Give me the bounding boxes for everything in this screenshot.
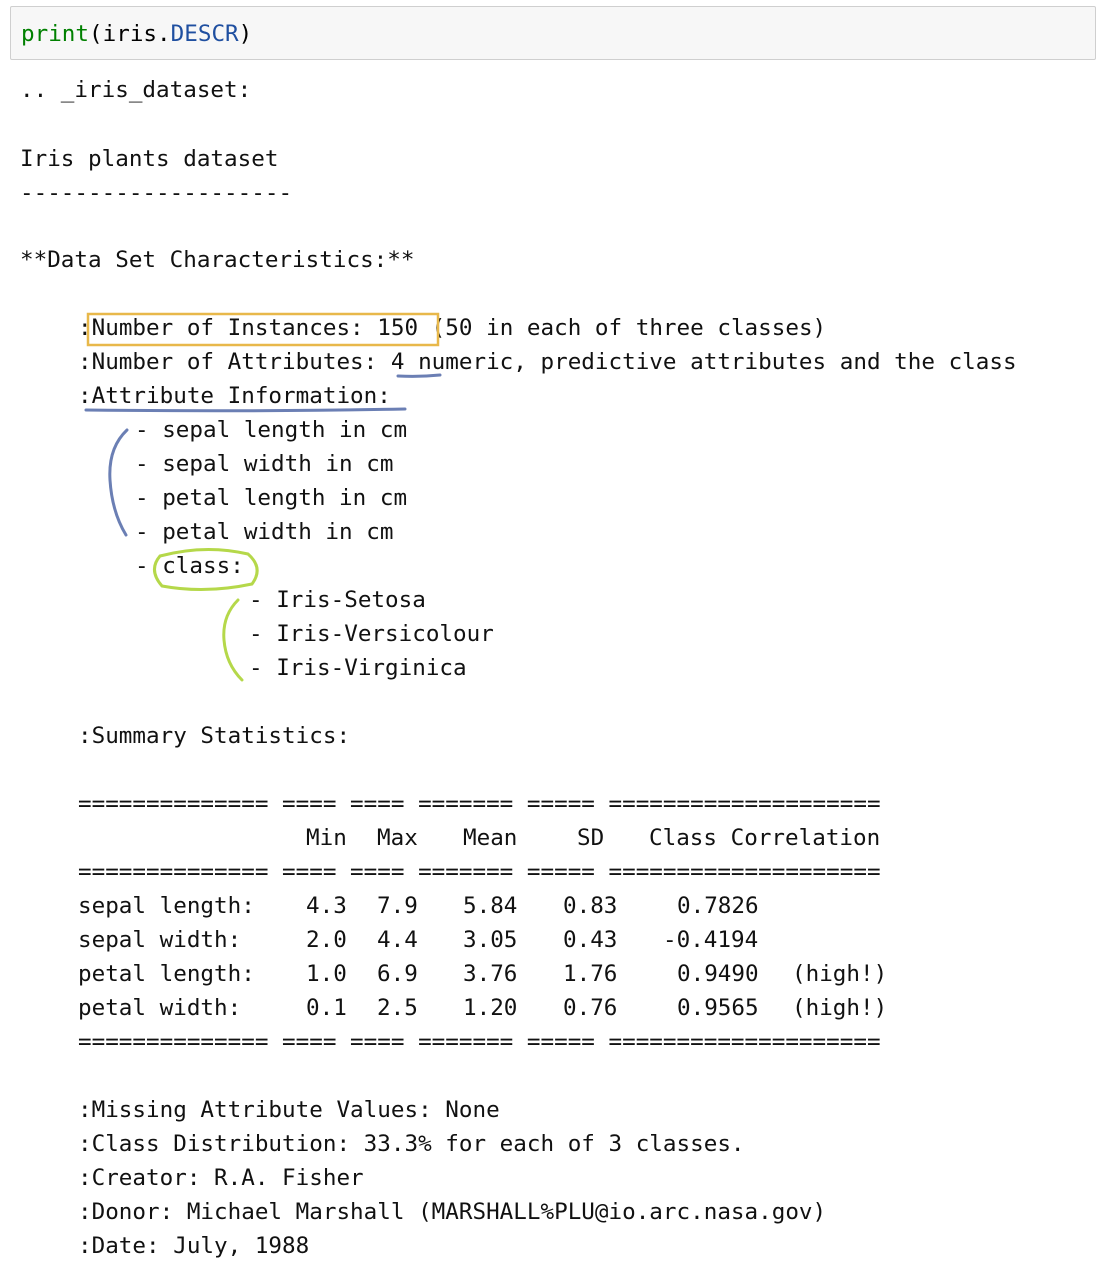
table-header-max: Max — [377, 825, 418, 851]
table-cell-max: 2.5 — [377, 995, 418, 1021]
class-item-versicolour: - Iris-Versicolour — [249, 621, 494, 647]
attr-item-sepal-length: - sepal length in cm — [135, 417, 408, 443]
code-close-paren: ) — [238, 21, 253, 47]
table-rule-bottom: ============== ==== ==== ======= ===== ==================== — [78, 1029, 881, 1055]
missing-values-line: :Missing Attribute Values: None — [78, 1097, 500, 1123]
donor-line: :Donor: Michael Marshall (MARSHALL%PLU@io.arc.nasa.gov) — [78, 1199, 827, 1225]
instances-line — [78, 314, 826, 342]
table-cell-min: 1.0 — [306, 961, 347, 987]
attributes-line: :Number of Attributes: 4 numeric, predictive attributes and the class — [78, 349, 1017, 375]
creator-line: :Creator: R.A. Fisher — [78, 1165, 364, 1191]
table-cell-sd: 1.76 — [563, 961, 618, 987]
instances-highlight: Number of Instances: 150 — [91, 315, 419, 341]
class-item-setosa: - Iris-Setosa — [249, 587, 426, 613]
table-cell-corr: -0.4194 — [663, 927, 759, 953]
table-header-min: Min — [306, 825, 347, 851]
attribute-info-heading: :Attribute Information: — [78, 383, 391, 409]
class-distribution-line: :Class Distribution: 33.3% for each of 3 classes. — [78, 1131, 745, 1157]
table-header-class-correlation: Class Correlation — [649, 825, 881, 851]
instances-suffix: (50 in each of three classes) — [418, 315, 827, 341]
code-open-paren: ( — [89, 21, 103, 47]
code-object: iris. — [102, 21, 171, 47]
table-cell-note: (high!) — [792, 995, 888, 1021]
attr-item-petal-length: - petal length in cm — [135, 485, 408, 511]
table-cell-min: 0.1 — [306, 995, 347, 1021]
table-cell-max: 4.4 — [377, 927, 418, 953]
table-cell-max: 6.9 — [377, 961, 418, 987]
table-row-name: sepal length: — [78, 893, 255, 919]
table-cell-mean: 5.84 — [463, 893, 518, 919]
dataset-anchor: .. _iris_dataset: — [20, 77, 252, 103]
characteristics-heading: **Data Set Characteristics:** — [20, 247, 415, 273]
attr-item-sepal-width: - sepal width in cm — [135, 451, 394, 477]
table-cell-mean: 3.05 — [463, 927, 518, 953]
code-print-function: print — [21, 21, 90, 47]
table-row-name: petal length: — [78, 961, 255, 987]
table-row-name: petal width: — [78, 995, 242, 1021]
table-row-name: sepal width: — [78, 927, 242, 953]
table-header-sd: SD — [577, 825, 605, 851]
table-cell-mean: 1.20 — [463, 995, 518, 1021]
class-item-virginica: - Iris-Virginica — [249, 655, 467, 681]
table-rule-top: ============== ==== ==== ======= ===== ==================== — [78, 791, 881, 817]
table-rule-mid: ============== ==== ==== ======= ===== ==================== — [78, 859, 881, 885]
table-cell-sd: 0.83 — [563, 893, 618, 919]
date-line: :Date: July, 1988 — [78, 1233, 310, 1259]
attr-item-petal-width: - petal width in cm — [135, 519, 394, 545]
attr-item-class: - class: — [135, 553, 244, 579]
instances-prefix: : — [78, 315, 92, 341]
dataset-title: Iris plants dataset — [20, 146, 279, 172]
table-cell-corr: 0.9490 — [677, 961, 759, 987]
table-cell-max: 7.9 — [377, 893, 418, 919]
summary-heading: :Summary Statistics: — [78, 723, 351, 749]
table-cell-sd: 0.76 — [563, 995, 618, 1021]
table-cell-sd: 0.43 — [563, 927, 618, 953]
table-cell-corr: 0.9565 — [677, 995, 759, 1021]
table-header-mean: Mean — [463, 825, 518, 851]
title-underline: -------------------- — [20, 180, 293, 206]
table-cell-min: 4.3 — [306, 893, 347, 919]
table-cell-corr: 0.7826 — [677, 893, 759, 919]
table-cell-mean: 3.76 — [463, 961, 518, 987]
table-cell-min: 2.0 — [306, 927, 347, 953]
table-cell-note: (high!) — [792, 961, 888, 987]
code-attribute: DESCR — [170, 21, 239, 47]
